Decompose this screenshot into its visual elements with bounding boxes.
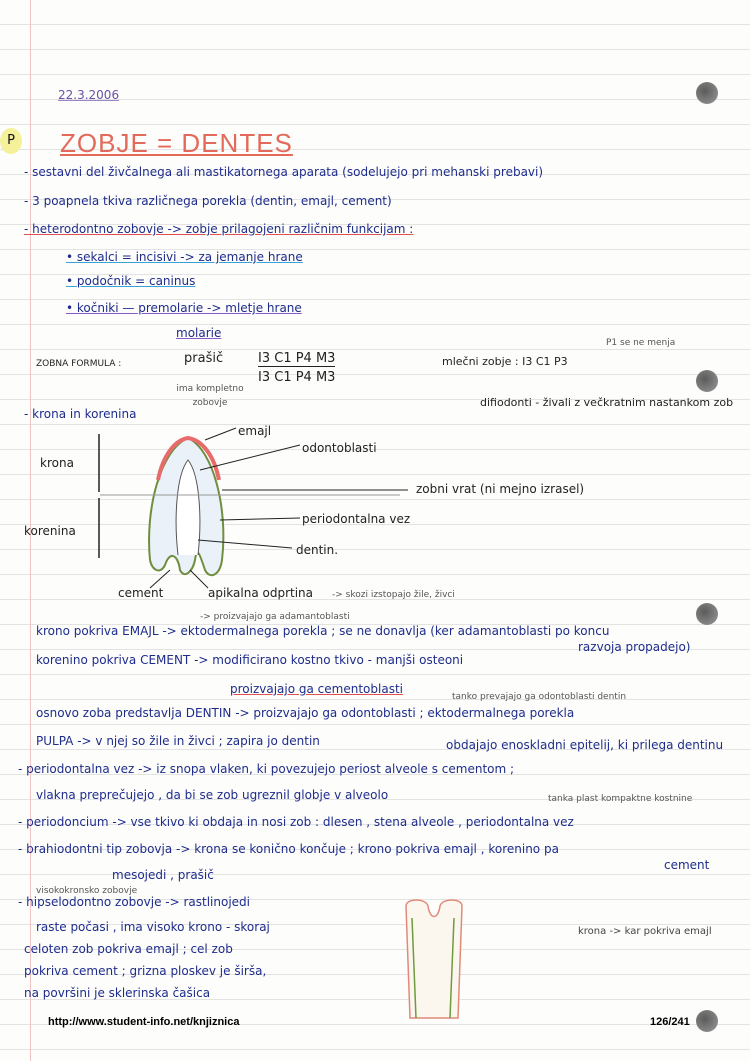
- label-emajl: emajl: [238, 424, 272, 438]
- leader-apikalna: [190, 570, 208, 588]
- note-10-small: visokokronsko zobovje: [36, 886, 138, 896]
- page-title: ZOBJE = DENTES: [60, 128, 293, 158]
- note-5: - periodontalna vez -> iz snopa vlaken, ki povezujejo periost alveole s cementom ;: [18, 762, 515, 776]
- note-7-small: tanka plast kompaktne kostnine: [548, 794, 693, 804]
- leader-periodontalna: [220, 518, 300, 520]
- milk-teeth-note: P1 se ne menja: [606, 338, 676, 348]
- formula-bottom: I3 C1 P4 M3: [258, 370, 336, 385]
- formula-label: ZOBNA FORMULA :: [36, 359, 122, 369]
- note-11: raste počasi , ima visoko krono - skoraj: [36, 920, 270, 934]
- label-odontoblasti: odontoblasti: [302, 441, 377, 455]
- label-cement: cement: [118, 586, 164, 600]
- note-3-small: tanko prevajajo ga odontoblasti dentin: [452, 692, 627, 702]
- note-2b: proizvajajo ga cementoblasti: [230, 682, 403, 696]
- line-6: • kočniki — premolarie -> mletje hrane: [66, 301, 302, 315]
- label-krona: krona: [40, 456, 74, 470]
- note-7: - periodoncium -> vse tkivo ki obdaja in nosi zob : dlesen , stena alveole , periodontalna vez: [18, 815, 574, 829]
- note-2: korenino pokriva CEMENT -> modificirano kostno tkivo - manjši osteoni: [36, 653, 464, 667]
- note-4: PULPA -> v njej so žile in živci ; zapira jo dentin: [36, 734, 320, 748]
- formula-animal: prašič: [184, 351, 224, 366]
- note-9: mesojedi , prašič: [112, 868, 214, 882]
- note-3: osnovo zoba predstavlja DENTIN -> proizvajajo ga odontoblasti ; ektodermalnega porekla: [36, 706, 575, 720]
- note-1-small: -> proizvajajo ga adamantoblasti: [200, 612, 350, 622]
- diphyodont-line: difiodonti - živali z večkratnim nastankom zob: [480, 396, 734, 409]
- note-8: - brahiodontni tip zobovja -> krona se konično končuje ; krono pokriva emajl , korenino pa: [18, 842, 559, 856]
- line-7: molarie: [176, 326, 222, 340]
- footer-page: 126/241: [650, 1016, 690, 1028]
- label-periodontalna: periodontalna vez: [302, 512, 411, 526]
- line-3: - heterodontno zobovje -> zobje prilagojeni različnim funkcijam :: [24, 222, 414, 236]
- binder-hole: [696, 370, 718, 392]
- note-14: na površini je sklerinska čašica: [24, 986, 211, 1000]
- line-1: - sestavni del živčalnega ali mastikatornega aparata (sodelujejo pri mehanski prebavi): [24, 165, 544, 179]
- note-4b: obdajajo enoskladni epitelij, ki prilega dentinu: [446, 738, 724, 752]
- label-dentin: dentin.: [296, 543, 339, 557]
- note-6: vlakna preprečujejo , da bi se zob ugreznil globje v alveolo: [36, 788, 389, 802]
- note-12: celoten zob pokriva emajl ; cel zob: [24, 942, 233, 956]
- leader-emajl: [205, 428, 236, 440]
- hypselodont-tooth: [400, 898, 470, 1018]
- note-1: krono pokriva EMAJL -> ektodermalnega porekla ; se ne donavlja (ker adamantoblasti po koncu: [36, 624, 610, 638]
- note-8b: cement: [664, 858, 710, 872]
- note-date: 22.3.2006: [58, 88, 120, 102]
- milk-teeth-formula: mlečni zobje : I3 C1 P3: [442, 355, 568, 368]
- formula-top: I3 C1 P4 M3: [258, 351, 336, 366]
- note-13: pokriva cement ; grizna ploskev je širša,: [24, 964, 267, 978]
- leader-odontoblasti: [200, 445, 300, 470]
- label-korenina: korenina: [24, 524, 76, 538]
- footer-url: http://www.student-info.net/knjiznica: [48, 1016, 240, 1028]
- line-5: • podočnik = caninus: [66, 274, 196, 288]
- line-2: - 3 poapnela tkiva različnega porekla (dentin, emajl, cement): [24, 194, 392, 208]
- note-10: - hipselodontno zobovje -> rastlinojedi: [18, 895, 251, 909]
- crown-root-heading: - krona in korenina: [24, 407, 137, 421]
- binder-hole: [696, 1010, 718, 1032]
- label-apikalna: apikalna odprtina: [208, 586, 314, 600]
- formula-animal-note: ima kompletno zobovje: [176, 384, 244, 408]
- label-apikalna-note: -> skozi izstopajo žile, živci: [332, 590, 455, 600]
- label-zobni-vrat: zobni vrat (ni mejno izrasel): [416, 482, 585, 496]
- page-marker: P: [0, 128, 22, 154]
- binder-hole: [696, 82, 718, 104]
- crown-caption: krona -> kar pokriva emajl: [578, 926, 712, 937]
- line-4: • sekalci = incisivi -> za jemanje hrane: [66, 250, 303, 264]
- note-1b: razvoja propadejo): [578, 640, 691, 654]
